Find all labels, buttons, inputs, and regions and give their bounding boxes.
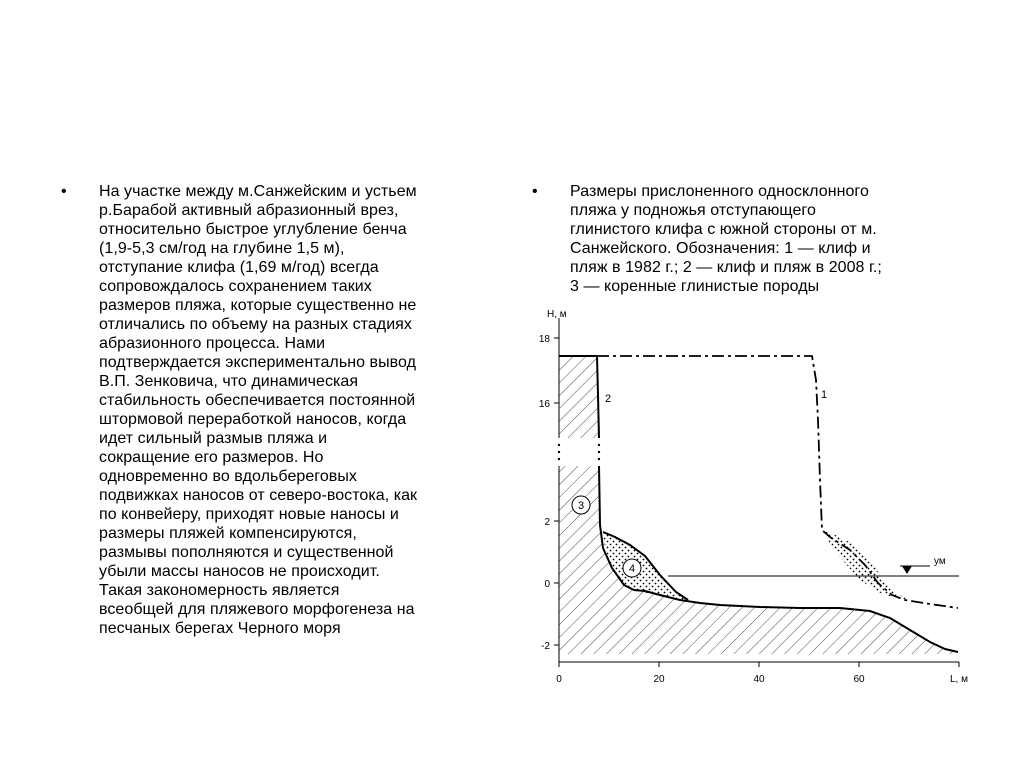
y-tick-label: -2 bbox=[541, 641, 550, 652]
x-tick-label: 20 bbox=[653, 674, 665, 685]
cliff-beach-profile-figure bbox=[530, 300, 980, 695]
right-bullet: • bbox=[532, 183, 538, 200]
axis-break-marks bbox=[558, 444, 600, 460]
x-axis-label: L, м bbox=[950, 674, 968, 685]
figure-caption: Размеры прислоненного односклонного пляжа у подножья отступающего глинистого клифа с южной стороны от м. Санжейского. Обозначения: 1 — клиф и пляж в 1982 г.; 2 — клиф и пляж в 2008 г.; 3 — коренные глинистые породы bbox=[570, 183, 882, 295]
left-bullet: • bbox=[61, 183, 67, 200]
bedrock-hatch-upper bbox=[559, 356, 598, 438]
y-tick-label: 16 bbox=[538, 399, 550, 410]
marker-2: 2 bbox=[605, 393, 612, 405]
marker-1: 1 bbox=[821, 389, 828, 401]
water-level-triangle bbox=[902, 566, 912, 574]
y-axis-label: Н, м bbox=[547, 309, 567, 320]
y-tick-label: 2 bbox=[544, 517, 550, 528]
marker-3: 3 bbox=[577, 500, 585, 512]
left-paragraph: На участке между м.Санжейским и устьем р.Барабой активный абразионный врез, относительно быстрое углубление бенча (1,9-5,3 см/год на глубине 1,5 м), отступание клифа (1,69 м/год) всегда сопровождалось сохранением таких размеров пляжа, которые существенно не отличались по объему на разных стадиях абразионного процесса. Нами подтверждается экспериментально вывод В.П. Зенковича, что динамическая стабильность обеспечивается постоянной штормовой переработкой наносов, когда идет сильный размыв пляжа и сокращение его размеров. Но одновременно во вдольбереговых подвижках наносов от северо-востока, как по конвейеру, приходят новые наносы и размеры пляжей компенсируются, размывы пополняются и существенной убыли массы наносов не происходит. Такая закономерность является всеобщей для пляжевого морфогенеза на песчаных берегах Черного моря bbox=[99, 183, 418, 637]
x-tick-label: 40 bbox=[753, 674, 765, 685]
y-tick-marks bbox=[554, 338, 559, 645]
y-tick-label: 0 bbox=[544, 579, 550, 590]
x-tick-label: 0 bbox=[556, 674, 562, 685]
y-tick-label: 18 bbox=[538, 334, 550, 345]
water-level-label: ум bbox=[934, 556, 946, 567]
x-tick-label: 60 bbox=[853, 674, 865, 685]
x-tick-marks bbox=[559, 662, 959, 667]
marker-4: 4 bbox=[628, 563, 636, 575]
